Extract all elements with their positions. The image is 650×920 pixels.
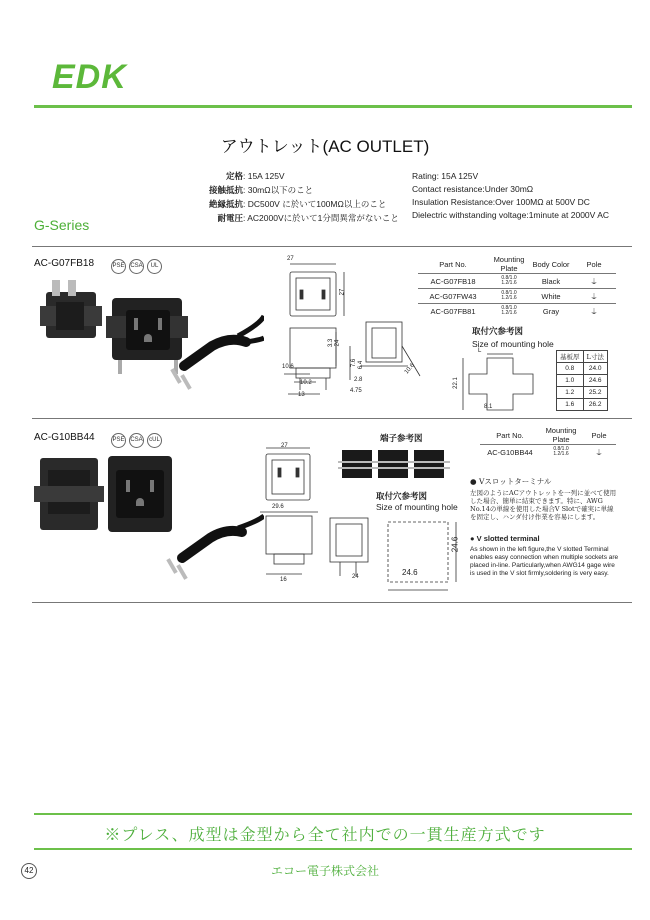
product1-model: AC-G07FB18 xyxy=(34,258,95,269)
table-row: 1.0 24.6 xyxy=(557,375,608,387)
product1-mount-hole-drawing xyxy=(452,352,555,414)
table-row: AC-G07FB18 0.8/1.0 1.2/1.6 Black ⏚ xyxy=(418,274,616,289)
spec-en-row: Insulation Resistance:Over 100MΩ at 500V DC xyxy=(412,197,590,207)
footer-slogan: ※プレス、成型は金型から全て社内での一貫生産方式です xyxy=(104,825,546,844)
pole-icon: ⏚ xyxy=(582,445,616,460)
terminal-ref-title: 端子参考図 xyxy=(380,434,423,444)
outlet-front-image xyxy=(108,456,172,532)
table-row: 0.8 24.0 xyxy=(557,363,608,375)
product1-certs xyxy=(108,254,162,274)
dim-label: 13 xyxy=(298,392,305,398)
csa-cert-icon: CSA xyxy=(129,259,144,274)
pse-cert-icon: PSE xyxy=(111,259,126,274)
spec-jp-row: 接触抵抗: 30mΩ以下のこと xyxy=(208,185,314,196)
col-header: Body Color xyxy=(532,259,570,269)
product1-dimension-drawing xyxy=(270,250,430,410)
v-slot-title-jp: Vスロットターミナル xyxy=(478,477,552,486)
spec-en-row: Dielectric withstanding voltage:1minute at 2000V AC xyxy=(412,210,610,220)
dim-label: 10.6 xyxy=(282,364,294,370)
dim-label: 7.6 xyxy=(351,358,358,368)
dim-label: 24.6 xyxy=(450,536,460,553)
dim-label: 3.3 xyxy=(328,338,335,348)
dim-label: 27 xyxy=(281,443,288,449)
v-slot-title-en: V slotted terminal xyxy=(476,534,540,543)
dim-label: 24 xyxy=(334,339,341,347)
pole-icon: ⏚ xyxy=(572,304,616,319)
table-row: AC-G07FB81 0.8/1.0 1.2/1.6 Gray ⏚ xyxy=(418,304,616,319)
table-header-row xyxy=(418,255,616,274)
ul-cert-icon: UL xyxy=(147,259,162,274)
v-slot-text-en: As shown in the left figure,the V slotted Terminal enables easy connection when multiple sockets are placed in-line. Particularly,when AWG14 gage wire is used in the V slot firmly,soldering is very easy. xyxy=(470,546,619,577)
dim-label: 10.6 xyxy=(403,362,416,376)
product1-mount-size-table xyxy=(556,350,608,411)
pole-icon: ⏚ xyxy=(572,289,616,304)
dim-label: 24 xyxy=(352,574,359,580)
outlet-front-image xyxy=(106,298,188,374)
dim-label: 8.1 xyxy=(484,404,493,410)
dim-label: 27 xyxy=(287,256,294,262)
dim-label: 10.2 xyxy=(300,380,312,386)
section-divider xyxy=(32,418,632,419)
outlet-rear-image xyxy=(34,458,104,530)
specs-en xyxy=(412,170,609,222)
dim-label: 29.6 xyxy=(272,504,284,510)
product2-certs xyxy=(108,428,162,448)
table-row: 1.2 25.2 xyxy=(557,387,608,399)
section-divider xyxy=(32,602,632,603)
dim-label: 27 xyxy=(339,288,346,296)
company-name: エコー電子株式会社 xyxy=(270,864,379,878)
footer-divider-bottom xyxy=(34,848,632,850)
col-header: Part No. xyxy=(496,430,524,440)
col-header: Pole xyxy=(586,259,602,269)
dim-label: 6.4 xyxy=(358,360,365,370)
table-row: AC-G07FW43 0.8/1.0 1.2/1.6 White ⏚ xyxy=(418,289,616,304)
product1-spec-table xyxy=(418,255,616,319)
pse-cert-icon: PSE xyxy=(111,433,126,448)
dim-label: 16 xyxy=(280,577,287,583)
product2-spec-table xyxy=(480,426,616,460)
product2-mount-title-jp: 取付穴参考図 xyxy=(376,492,428,502)
series-heading: G-Series xyxy=(34,217,90,233)
outlet-rear-image xyxy=(40,280,102,338)
col-header: Mounting Plate xyxy=(493,255,525,273)
dim-label: 24.6 xyxy=(402,568,418,577)
product1-photo xyxy=(34,276,264,396)
pole-icon: ⏚ xyxy=(572,274,616,289)
csa-cert-icon: CSA xyxy=(129,433,144,448)
power-cord-image xyxy=(166,516,264,580)
product2-mount-hole-drawing xyxy=(378,514,464,598)
v-slot-jp-section: ● Vスロットターミナル 左図のようにACアウトレットを一列に並べて使用した場合、簡単に結束できます。特に、AWG No.14の単線を使用した場合V Slotで確実に単線を固定し、ハンダ付け作業を容易にします。 xyxy=(470,478,620,521)
dim-label: L xyxy=(478,348,482,354)
specs-jp xyxy=(193,170,399,226)
page-number: 42 xyxy=(21,863,37,879)
section-divider xyxy=(32,246,632,247)
brand-logo: EDK xyxy=(52,58,127,96)
col-header: Mounting Plate xyxy=(545,426,577,444)
spec-en-row: Contact resistance:Under 30mΩ xyxy=(412,184,534,194)
product2-model: AC-G10BB44 xyxy=(34,432,95,443)
spec-jp-row: 耐電圧: AC2000Vに於いて1分間異常がないこと xyxy=(217,213,399,224)
product2-mount-title-en: Size of mounting hole xyxy=(376,502,458,512)
v-slot-en-section: ● V slotted terminal As shown in the left figure,the V slotted Terminal enables easy connection when multiple sockets are placed in-line. Particularly,when AWG14 gage wire is used in the V slot firmly,soldering is very easy. xyxy=(470,534,619,577)
dim-label: 22.1 xyxy=(452,377,459,389)
spec-jp-row: 絶縁抵抗: DC500V に於いて100MΩ以上のこと xyxy=(208,199,387,210)
footer-divider-top xyxy=(34,813,632,815)
table-header-row xyxy=(480,426,616,445)
dim-label: 4.75 xyxy=(350,388,362,394)
product1-mount-title-en: Size of mounting hole xyxy=(472,339,554,349)
spec-en-row: Rating: 15A 125V xyxy=(412,171,479,181)
dim-label: 2.8 xyxy=(354,377,363,383)
v-terminal-illustration xyxy=(338,444,450,486)
page-title: アウトレット(AC OUTLET) xyxy=(220,137,430,156)
v-slot-text-jp: 左図のようにACアウトレットを一列に並べて使用した場合、簡単に結束できます。特に、AWG No.14の単線を使用した場合V Slotで確実に単線を固定し、ハンダ付け作業を容易にします。 xyxy=(470,489,617,521)
product2-photo xyxy=(34,450,264,580)
table-header-row: 基板厚 L寸法 xyxy=(557,351,608,363)
table-row: 1.6 26.2 xyxy=(557,399,608,411)
spec-jp-row: 定格: 15A 125V xyxy=(225,171,285,182)
col-header: Part No. xyxy=(439,259,467,269)
col-header: Pole xyxy=(591,430,607,440)
cul-cert-icon: cUL xyxy=(147,433,162,448)
header-divider xyxy=(34,105,632,108)
product1-mount-title-jp: 取付穴参考図 xyxy=(472,327,524,337)
table-row: AC-G10BB44 0.8/1.0 1.2/1.6 ⏚ xyxy=(480,445,616,460)
